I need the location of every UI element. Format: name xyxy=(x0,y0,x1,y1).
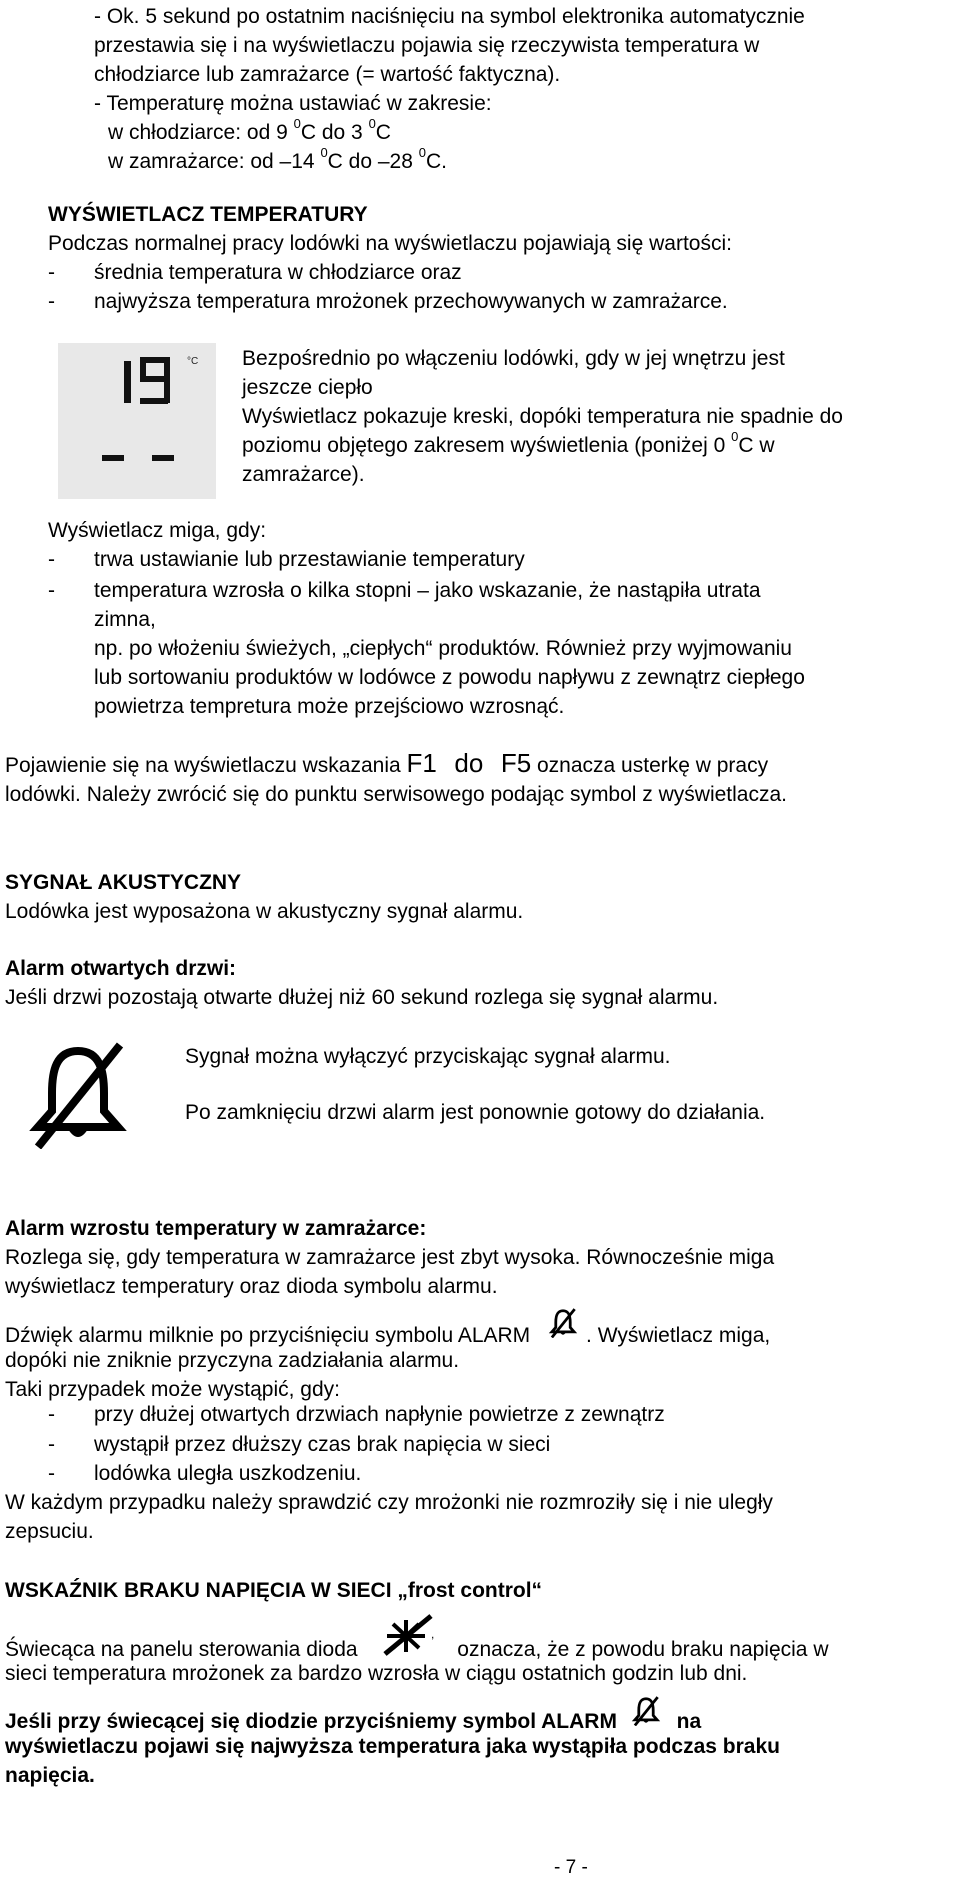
frost-section xyxy=(5,1576,955,1605)
door-alarm: Alarm otwartych drzwi: Jeśli drzwi pozostają otwarte dłużej niż 60 sekund rozlega się sygnał alarmu. xyxy=(5,954,955,1012)
display-section xyxy=(48,200,948,258)
fault-paragraph xyxy=(5,749,955,809)
alarm-line: Dźwięk alarmu milknie po przyciśnięciu symbolu ALARM . Wyświetlacz miga, xyxy=(5,1316,955,1350)
freezer-range: w zamrażarce: od –14 $^0$C do –28 $^0$C. xyxy=(108,145,447,173)
top-section xyxy=(94,2,954,176)
temp-alarm-cont: dopóki nie zniknie przyczyna zadziałania alarmu. Taki przypadek może wystąpić, gdy: xyxy=(5,1349,460,1401)
bell-mute-icon xyxy=(28,1041,128,1149)
frost-line: Świecąca na panelu sterowania dioda , oznacza, że z powodu braku napięcia w xyxy=(5,1630,960,1664)
text-line: - Temperaturę można ustawiać w zakresie: xyxy=(94,92,492,115)
icon-text: Sygnał można wyłączyć przyciskając sygnał alarmu. xyxy=(185,1045,671,1068)
alarm-bell-icon xyxy=(548,1316,586,1344)
lcd-description xyxy=(242,344,957,489)
list-item-continuation: zimna, np. po włożeniu świeżych, „ciepłych“ produktów. Również przy wyjmowaniu lub sortowaniu produktów w lodówce z powodu napływu z zewnątrz ciepłego powietrza tempretura może przejściowo wzrosnąć. xyxy=(94,608,805,718)
svg-text:,: , xyxy=(431,1627,435,1641)
lcd-digits xyxy=(58,343,216,499)
text-line: zamrażarce). xyxy=(242,463,365,486)
text-line: lodówki. Należy zwrócić się do punktu serwisowego podając symbol z wyświetlacza. xyxy=(5,783,787,806)
frost-control-icon xyxy=(379,1627,445,1658)
text-line: Bezpośrednio po włączeniu lodówki, gdy w jej wnętrzu jest xyxy=(242,347,785,370)
text-line: Wyświetlacz pokazuje kreski, dopóki temperatura nie spadnie do xyxy=(242,405,843,428)
alarm-bell-icon xyxy=(631,1702,669,1730)
frost-bold-line: Jeśli przy świecącej się diodzie przyciśniemy symbol ALARM na xyxy=(5,1702,960,1736)
text-line: Podczas normalnej pracy lodówki na wyświetlaczu pojawiają się wartości: xyxy=(48,232,732,255)
page-number: - 7 - xyxy=(554,1857,588,1878)
text-line: - Ok. 5 sekund po ostatnim naciśnięciu na symbol elektronika automatycznie xyxy=(94,5,805,28)
text-line: chłodziarce lub zamrażarce (= wartość faktyczna). xyxy=(94,63,561,86)
text-line: przestawia się i na wyświetlaczu pojawia się rzeczywista temperatura w xyxy=(94,34,760,57)
temp-alarm-section: Alarm wzrostu temperatury w zamrażarce: Rozlega się, gdy temperatura w zamrażarce jest zbyt wysoka. Równocześnie miga wyświetlacz temperatury oraz dioda symbolu alarmu. xyxy=(5,1214,955,1301)
subheading: Alarm wzrostu temperatury w zamrażarce: xyxy=(5,1217,427,1240)
text-line: jeszcze ciepło xyxy=(242,376,373,399)
lcd-unit: °C xyxy=(187,356,199,367)
blink-intro: Wyświetlacz miga, gdy: xyxy=(48,519,267,542)
section-heading: SYGNAŁ AKUSTYCZNY xyxy=(5,871,242,894)
section-heading: WSKAŹNIK BRAKU NAPIĘCIA W SIECI „frost control“ xyxy=(5,1579,543,1602)
subheading: Alarm otwartych drzwi: xyxy=(5,957,237,980)
lcd-display-image xyxy=(58,343,216,499)
text-line: Pojawienie się na wyświetlaczu wskazania F1 do F5 oznacza usterkę w pracy xyxy=(5,748,769,778)
acoustic-section: SYGNAŁ AKUSTYCZNY Lodówka jest wyposażona w akustyczny sygnał alarmu. xyxy=(5,868,955,926)
frost-line2: sieci temperatura mrożonek za bardzo wzrosła w ciągu ostatnich godzin lub dni. xyxy=(5,1662,748,1685)
frost-bold-cont: wyświetlaczu pojawi się najwyższa temperatura jaka wystąpiła podczas braku napięcia. xyxy=(5,1735,780,1787)
icon-text: Po zamknięciu drzwi alarm jest ponownie gotowy do działania. xyxy=(185,1101,766,1124)
section-heading: WYŚWIETLACZ TEMPERATURY xyxy=(48,203,368,226)
temp-alarm-end: W każdym przypadku należy sprawdzić czy mrożonki nie rozmroziły się i nie uległy zepsuciu. xyxy=(5,1491,773,1543)
fridge-range: w chłodziarce: od 9 $^0$C do 3 $^0$C xyxy=(108,116,391,144)
text-line: poziomu objętego zakresem wyświetlenia (poniżej 0 $^0$C w xyxy=(242,429,775,457)
